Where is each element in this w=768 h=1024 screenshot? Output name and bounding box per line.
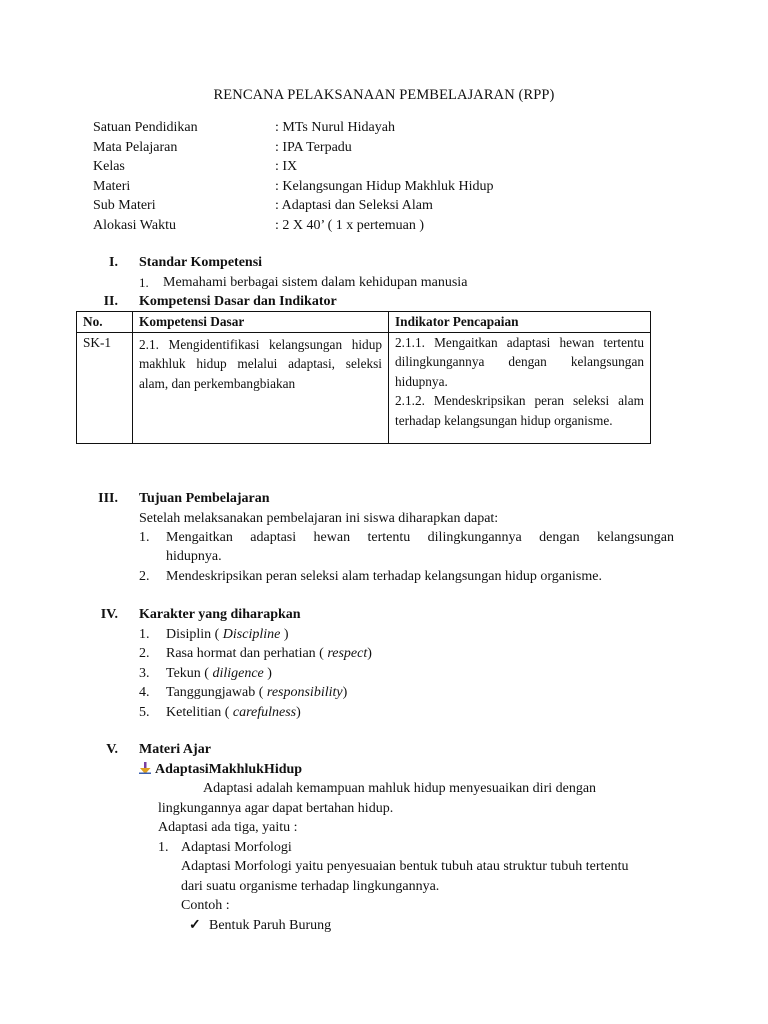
table-header: Kompetensi Dasar xyxy=(133,312,389,333)
paragraph-line: Adaptasi Morfologi yaitu penyesuaian bentuk tubuh atau struktur tubuh tertentu xyxy=(181,859,629,874)
karakter-english: Discipline xyxy=(222,626,281,642)
karakter-close: ) xyxy=(342,685,348,700)
kompetensi-table xyxy=(76,311,651,444)
section-heading: Kompetensi Dasar dan Indikator xyxy=(139,294,337,309)
table-header: No. xyxy=(77,312,133,333)
section-heading: Standar Kompetensi xyxy=(139,255,263,270)
list-number: 2. xyxy=(139,646,150,661)
section-karakter xyxy=(0,605,768,725)
info-value: : MTs Nurul Hidayah xyxy=(275,120,395,135)
table-cell-kd: 2.1. Mengidentifikasi kelangsungan hidup makhluk hidup melalui adaptasi, seleksi alam, dan perkembangbiakan xyxy=(133,332,389,443)
checkmark-icon: ✓ xyxy=(189,917,201,933)
karakter-text: Tekun ( xyxy=(166,665,213,681)
example-label: Contoh : xyxy=(181,898,230,913)
list-item xyxy=(166,625,289,645)
example-text: Bentuk Paruh Burung xyxy=(209,917,332,933)
list-item xyxy=(166,644,372,664)
indikator-item: 2.1.2. Mendeskripsikan peran seleksi alam terhadap kelangsungan hidup organisme. xyxy=(395,393,644,428)
list-item: Mengaitkan adaptasi hewan tertentu dilingkungannya dengan kelangsungan xyxy=(166,530,674,545)
materi-subheading xyxy=(139,760,302,780)
karakter-close: ) xyxy=(263,665,272,681)
karakter-text: Tanggungjawab ( xyxy=(166,685,267,700)
list-item: Adaptasi Morfologi xyxy=(181,839,292,855)
section-tujuan xyxy=(0,489,768,589)
section-number: III. xyxy=(98,491,118,506)
info-label: Sub Materi xyxy=(93,198,156,213)
paragraph-line: Adaptasi ada tiga, yaitu : xyxy=(158,820,298,835)
info-label: Satuan Pendidikan xyxy=(93,120,198,135)
info-value: : Kelangsungan Hidup Makhluk Hidup xyxy=(275,178,494,194)
karakter-english: carefulness xyxy=(232,704,297,720)
karakter-text: Ketelitian ( xyxy=(166,704,233,720)
info-row xyxy=(93,216,494,236)
table-cell-no: SK-1 xyxy=(77,332,133,443)
section-number: V. xyxy=(106,742,118,757)
list-item xyxy=(166,664,272,684)
section-number: IV. xyxy=(100,607,118,622)
karakter-text: Disiplin ( xyxy=(166,626,223,642)
list-item: Mendeskripsikan peran seleksi alam terhadap kelangsungan hidup organisme. xyxy=(166,569,602,584)
table-cell-indikator xyxy=(389,332,651,443)
section-kompetensi-dasar xyxy=(0,292,768,312)
info-value: : Adaptasi dan Seleksi Alam xyxy=(275,198,433,213)
paragraph-line: Adaptasi adalah kemampuan mahluk hidup menyesuaikan diri dengan xyxy=(203,781,597,796)
info-value: : 2 X 40’ ( 1 x pertemuan ) xyxy=(275,217,425,233)
section-heading: Materi Ajar xyxy=(139,742,211,757)
karakter-close: ) xyxy=(296,704,301,720)
info-label: Kelas xyxy=(93,159,125,174)
table-header-row xyxy=(77,312,651,333)
list-number: 2. xyxy=(139,569,150,584)
section-intro: Setelah melaksanakan pembelajaran ini siswa diharapkan dapat: xyxy=(139,511,499,526)
info-label: Materi xyxy=(93,178,131,194)
list-item xyxy=(166,703,301,723)
list-number: 5. xyxy=(139,704,150,720)
karakter-close: ) xyxy=(280,626,289,642)
subheading-text: AdaptasiMakhlukHidup xyxy=(155,761,303,777)
karakter-english: diligence xyxy=(212,665,264,681)
section-heading: Karakter yang diharapkan xyxy=(139,607,301,622)
list-item-continued: hidupnya. xyxy=(166,549,222,564)
karakter-english: respect xyxy=(327,646,368,661)
list-number: 1. xyxy=(139,530,150,545)
list-number: 3. xyxy=(139,665,150,681)
info-label: Mata Pelajaran xyxy=(93,139,178,155)
table-header: Indikator Pencapaian xyxy=(389,312,651,333)
list-item: Memahami berbagai sistem dalam kehidupan manusia xyxy=(163,275,468,290)
section-materi-ajar xyxy=(0,740,768,940)
info-row xyxy=(93,157,494,177)
list-number: 1. xyxy=(158,839,169,855)
section-number: II. xyxy=(103,294,118,309)
list-number: 1. xyxy=(139,626,150,642)
section-number: I. xyxy=(109,255,118,270)
arrow-bullet-icon xyxy=(139,762,151,774)
info-row xyxy=(93,138,494,158)
section-heading: Tujuan Pembelajaran xyxy=(139,491,270,506)
info-block xyxy=(93,118,494,235)
info-value: : IPA Terpadu xyxy=(275,139,352,155)
info-label: Alokasi Waktu xyxy=(93,217,176,233)
info-row xyxy=(93,196,494,216)
karakter-close: ) xyxy=(367,646,372,661)
info-row xyxy=(93,177,494,197)
list-number: 1. xyxy=(139,275,149,290)
example-item xyxy=(189,916,331,936)
document-title: RENCANA PELAKSANAAN PEMBELAJARAN (RPP) xyxy=(213,87,555,103)
paragraph-line: dari suatu organisme terhadap lingkungannya. xyxy=(181,878,440,894)
table-row xyxy=(77,332,651,443)
info-row xyxy=(93,118,494,138)
karakter-text: Rasa hormat dan perhatian ( xyxy=(166,646,328,661)
list-number: 4. xyxy=(139,685,150,700)
indikator-item: 2.1.1. Mengaitkan adaptasi hewan tertentu dilingkungannya dengan kelangsungan hidupnya. xyxy=(395,334,644,389)
karakter-english: responsibility xyxy=(266,685,343,700)
section-standar-kompetensi xyxy=(0,253,768,293)
paragraph-line: lingkungannya agar dapat bertahan hidup. xyxy=(158,800,394,816)
list-item xyxy=(166,683,347,703)
info-value: : IX xyxy=(275,159,298,174)
